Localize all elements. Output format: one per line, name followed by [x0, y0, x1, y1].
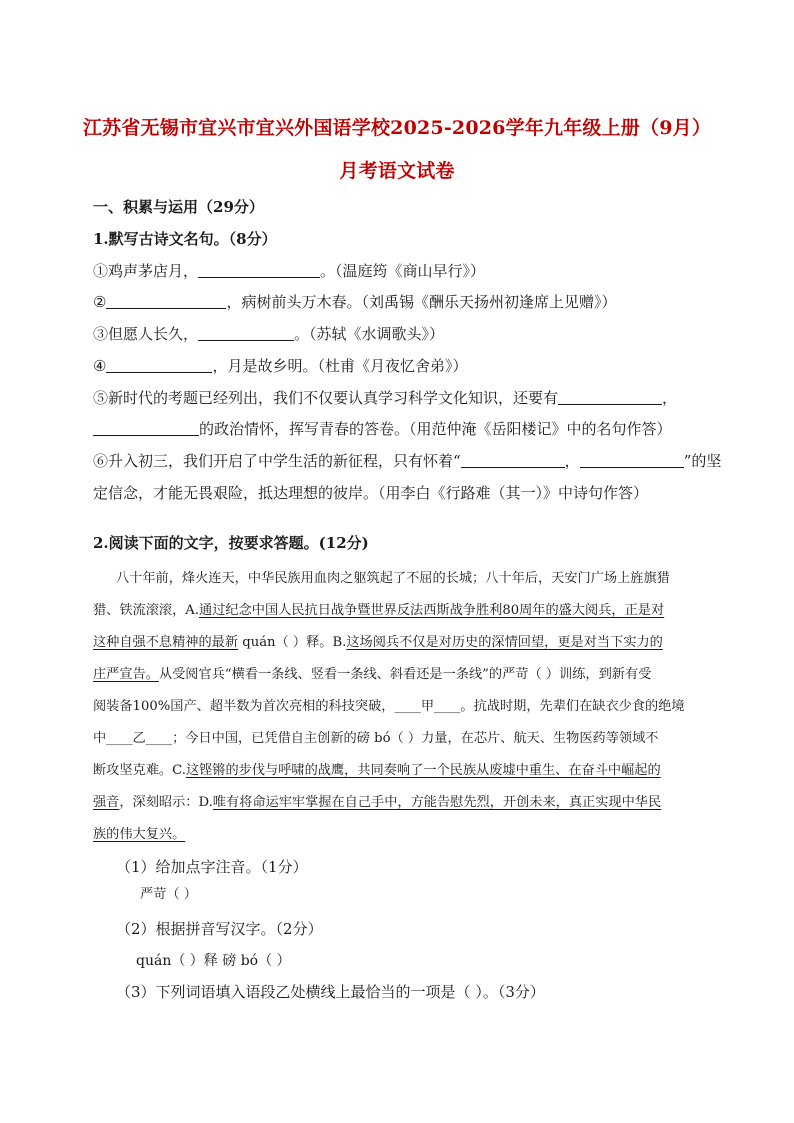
q1-item-2-number: ② [93, 293, 107, 311]
q1-item-4 [93, 355, 703, 376]
passage-text: 从受阅官兵“横看一条线、竖看一条线、斜看还是一条线”的严苛（ ）训练，到新有受 [158, 667, 652, 682]
passage-sentence-c-end: 强音 [93, 795, 120, 810]
answer-blank[interactable] [461, 452, 565, 468]
sub-question-3: （3）下列词语填入语段乙处横线上最恰当的一项是（ ）。（3分） [116, 983, 545, 1001]
q1-item-3 [93, 323, 703, 344]
passage-sentence-b-end: 庄严宣告。 [93, 667, 159, 682]
section-heading: 一、积累与运用（29分） [93, 198, 264, 216]
answer-blank[interactable] [93, 420, 199, 436]
q1-item-6-text: ⑥升入初三，我们开启了中学生活的新征程，只有怀着“ [93, 452, 461, 470]
passage-line-3 [93, 636, 703, 649]
answer-blank[interactable] [106, 293, 226, 309]
passage-text: ，深刻昭示：D. [119, 795, 213, 810]
passage-line-9 [93, 828, 703, 841]
q1-item-6-tail: ”的坚 [683, 452, 722, 470]
passage-sentence-b: 这场阅兵不仅是对历史的深情回望，更是对当下实力的 [346, 635, 663, 650]
q1-item-1-text: ①鸡声茅店月， [93, 262, 199, 280]
q1-item-1 [93, 260, 703, 281]
passage-line-1: 八十年前，烽火连天，中华民族用血肉之躯筑起了不屈的长城；八十年后，天安门广场上旌旗猎 [116, 571, 670, 586]
passage-sentence-a-end: 这种自强不息精神的最新 [93, 635, 239, 650]
passage-sentence-d: 唯有将命运牢牢掌握在自己手中，方能告慰先烈，开创未来，真正实现中华民 [212, 795, 662, 810]
exam-title-line1: 江苏省无锡市宜兴市宜兴外国语学校2025-2026学年九年级上册（9月） [82, 117, 712, 139]
q1-item-4-number: ④ [93, 357, 107, 375]
answer-blank[interactable] [558, 389, 662, 405]
q1-item-4-text: ，月是故乡明。（杜甫《月夜忆舍弟》） [212, 357, 468, 375]
q1-item-5-source: 的政治情怀，挥写青春的答卷。（用范仲淹《岳阳楼记》中的名句作答） [199, 420, 672, 438]
q1-item-2-text: ，病树前头万木春。（刘禹锡《酬乐天扬州初逢席上见赠》） [226, 293, 617, 311]
q1-item-1-source: 。（温庭筠《商山早行》） [320, 262, 486, 280]
passage-line-5: 阅装备100%国产、超半数为首次亮相的科技突破，____甲____。抗战时期，先辈们在缺衣少食的绝境 [93, 699, 685, 714]
passage-text: 断攻坚克难。C. [93, 763, 186, 778]
q1-item-5-text: ⑤新时代的考题已经列出，我们不仅要认真学习科学文化知识，还要有 [93, 389, 559, 407]
q1-item-5-comma: ， [662, 389, 678, 407]
answer-blank[interactable] [198, 325, 294, 341]
passage-line-7 [93, 764, 703, 777]
question-2-heading: 2.阅读下面的文字，按要求答题。(12分) [93, 534, 369, 552]
sub-question-2-answer[interactable]: quán（ ）释 磅 bó（ ） [136, 953, 291, 969]
answer-blank[interactable] [580, 452, 684, 468]
passage-sentence-d-end: 族的伟大复兴。 [93, 827, 186, 842]
passage-text: quán（ ）释。B. [238, 635, 347, 650]
sub-question-1-answer[interactable]: 严苛（ ） [140, 887, 197, 902]
sub-question-2: （2）根据拼音写汉字。（2分） [116, 920, 323, 938]
question-1-heading: 1.默写古诗文名句。（8分） [93, 230, 277, 248]
q1-item-6-comma: ， [564, 452, 580, 470]
answer-blank[interactable] [106, 357, 212, 373]
q1-item-3-source: 。（苏轼《水调歌头》） [294, 325, 445, 343]
passage-sentence-a: 通过纪念中国人民抗日战争暨世界反法西斯战争胜利80周年的盛大阅兵，正是对 [199, 603, 665, 618]
passage-line-8 [93, 796, 703, 809]
answer-blank[interactable] [198, 262, 320, 278]
passage-line-2 [93, 604, 703, 617]
passage-sentence-c: 这铿锵的步伐与呼啸的战鹰，共同奏响了一个民族从废墟中重生、在奋斗中崛起的 [185, 763, 661, 778]
q1-item-5-continued [93, 418, 703, 439]
passage-text: 猎、铁流滚滚，A. [93, 603, 200, 618]
q1-item-3-text: ③但愿人长久， [93, 325, 199, 343]
q1-item-6 [93, 450, 722, 471]
q1-item-5 [93, 387, 703, 408]
exam-title-line2: 月考语文试卷 [339, 160, 455, 182]
q1-item-6-continued: 定信念，才能无畏艰险，抵达理想的彼岸。（用李白《行路难（其一）》中诗句作答） [93, 484, 649, 502]
passage-line-4 [93, 668, 703, 681]
sub-question-1: （1）给加点字注音。（1分） [116, 858, 308, 876]
q1-item-2 [93, 291, 703, 312]
passage-line-6: 中____乙____；今日中国，已凭借自主创新的磅 bó（ ）力量，在芯片、航天、生物医药等领域不 [93, 731, 659, 746]
